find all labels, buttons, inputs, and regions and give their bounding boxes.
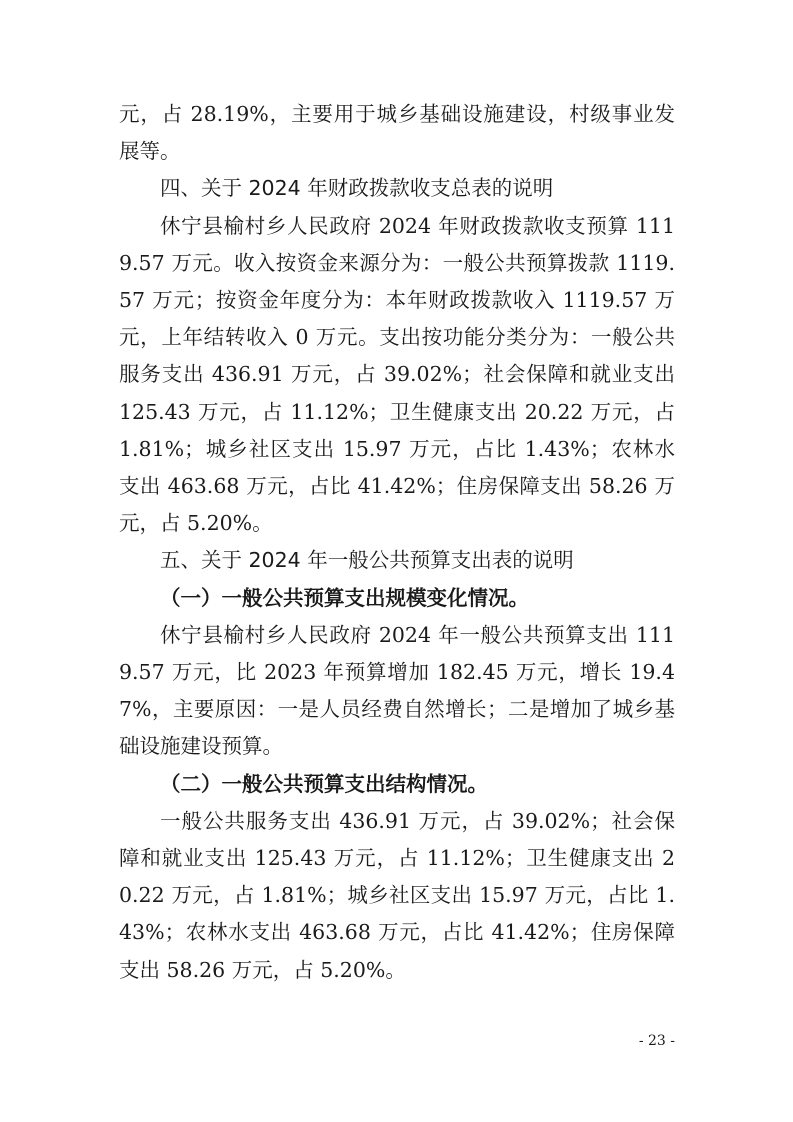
section-heading-5: 五、关于 2024 年一般公共预算支出表的说明 bbox=[160, 548, 574, 573]
subheading-structure: （二）一般公共预算支出结构情况。 bbox=[160, 771, 488, 796]
paragraph-continued: 元，占 28.19%，主要用于城乡基础设施建设，村级事业发展等。 bbox=[119, 102, 675, 164]
paragraph-structure: 一般公共服务支出 436.91 万元，占 39.02%；社会保障和就业支出 125.43 万元，占 11.12%；卫生健康支出 20.22 万元，占 1.81%；城乡社区支出 15.97 万元，占比 1.43%；农林水支出 463.68 万元，占比 41.42%；住房保障支出 58.26 万元，占 5.20%。 bbox=[119, 808, 675, 982]
paragraph-scale-change: 休宁县榆村乡人民政府 2024 年一般公共预算支出 1119.57 万元，比 2023 年预算增加 182.45 万元，增长 19.47%，主要原因：一是人员经费自然增长；二是增加了城乡基础设施建设预算。 bbox=[119, 622, 675, 759]
paragraph-appropriation-summary: 休宁县榆村乡人民政府 2024 年财政拨款收支预算 1119.57 万元。收入按资金来源分为：一般公共预算拨款 1119.57 万元；按资金年度分为：本年财政拨款收入 1119.57 万元，上年结转收入 0 万元。支出按功能分类分为：一般公共服务支出 436.91 万元，占 39.02%；社会保障和就业支出 125.43 万元，占 11.12%；卫生健康支出 20.22 万元，占 1.81%；城乡社区支出 15.97 万元，占比 1.43%；农林水支出 463.68 万元，占比 41.42%；住房保障支出 58.26 万元，占 5.20%。 bbox=[119, 213, 675, 536]
subheading-scale-change: （一）一般公共预算支出规模变化情况。 bbox=[160, 585, 529, 610]
section-heading-4: 四、关于 2024 年财政拨款收支总表的说明 bbox=[160, 176, 554, 201]
page-number: - 23 - bbox=[638, 1033, 675, 1049]
document-body bbox=[119, 96, 675, 989]
